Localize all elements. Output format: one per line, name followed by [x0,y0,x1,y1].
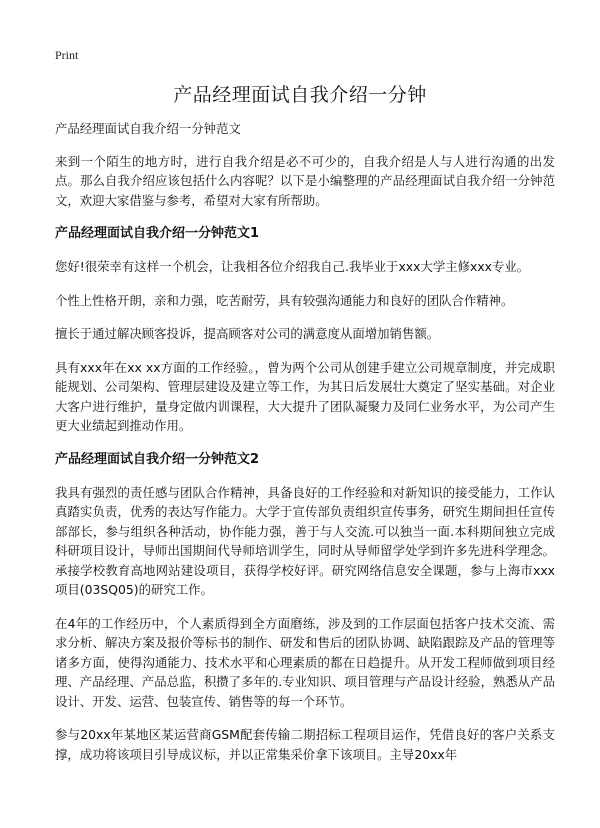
section-heading-1: 产品经理面试自我介绍一分钟范文1 [55,226,260,241]
section-2-paragraph: 在4年的工作经历中，个人素质得到全方面磨练，涉及到的工作层面包括客户技术交流、需求分析、解决方案及报价等标书的制作、研发和售后的团队协调、缺陷跟踪及产品的管理等诸多方面，使得沟通能力、技术水平和心理素质的都在日趋提升。从开发工程师做到项目经理、产品经理、产品总监，积攒了多年的.专业知识、项目管理与产品设计经验，熟悉从产品设计、开发、运营、包装宣传、销售等的每一个环节。 [55,615,555,709]
section-2-paragraph: 我具有强烈的责任感与团队合作精神，具备良好的工作经验和对新知识的接受能力，工作认真踏实负责，优秀的表达写作能力。大学于宣传部负责组织宣传事务，研究生期间担任宣传部部长，参与组织各种活动，协作能力强，善于与人交流.可以独当一面.本科期间独立完成科研项目设计，导师出国期间代导师培训学生，同时从导师留学处学到许多先进科学理念。承接学校教育高地网站建设项目，获得学校好评。研究网络信息安全课题，参与上海市xxx项目(03SQ05)的研究工作。 [55,484,555,597]
page-title: 产品经理面试自我介绍一分钟 [173,84,427,106]
section-1-paragraph: 个性上性格开朗，亲和力强，吃苦耐劳，具有较强沟通能力和良好的团队合作精神。 [55,292,514,308]
section-1-paragraph: 擅长于通过解决顾客投诉，提高顾客对公司的满意度从面增加销售额。 [55,326,440,341]
section-1-paragraph: 您好!很荣幸有这样一个机会，让我相各位介绍我自己.我毕业于xxx大学主修xxx专业。 [55,259,530,274]
section-1-paragraph: 具有xxx年在xx xx方面的工作经验。，曾为两个公司从创建手建立公司规章制度，并完成职能规划、公司架构、管理层建设及建立等工作，为其日后发展壮大奠定了坚实基础。对企业大客户进行维护，量身定做内训课程，大大提升了团队凝聚力及同仁业务水平，为公司产生更大业绩起到推动作用。 [55,359,555,433]
section-2-paragraph: 参与20xx年某地区某运营商GSM配套传输二期招标工程项目运作，凭借良好的客户关系支撑，成功将该项目引导成议标，并以正常集采价拿下该项目。主导20xx年 [55,727,555,762]
print-link[interactable]: Print [55,48,79,62]
section-heading-2: 产品经理面试自我介绍一分钟范文2 [55,451,260,467]
article-body [55,119,555,778]
article-subtitle: 产品经理面试自我介绍一分钟范文 [55,121,241,136]
intro-paragraph: 来到一个陌生的地方时，进行自我介绍是必不可少的，自我介绍是人与人进行沟通的出发点。那么自我介绍应该包括什么内容呢？以下是小编整理的产品经理面试自我介绍一分钟范文，欢迎大家借鉴与参考，希望对大家有所帮助。 [55,153,555,208]
